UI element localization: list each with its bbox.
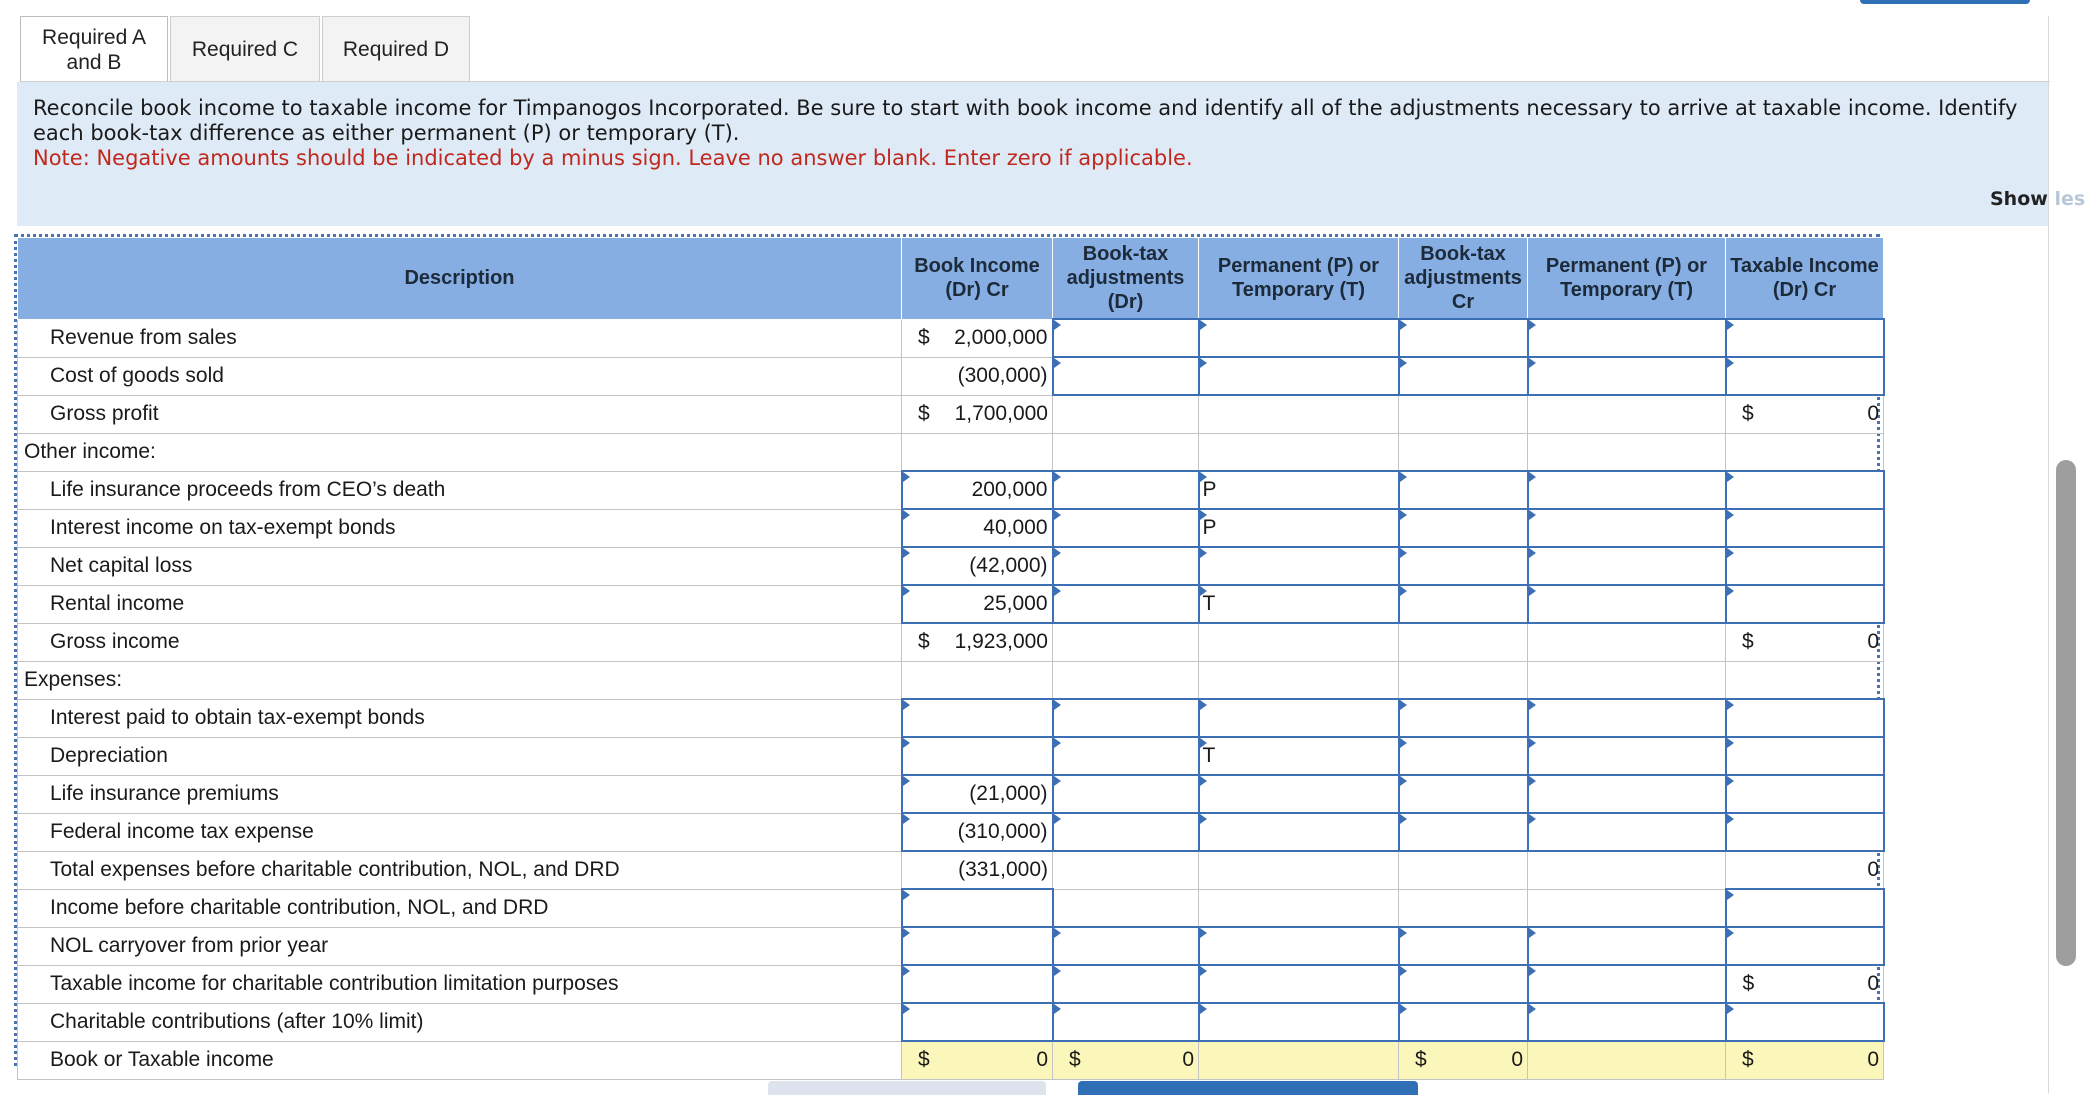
next-button[interactable] — [1078, 1081, 1418, 1095]
empty-cell — [1399, 433, 1528, 471]
adj-dr-input[interactable] — [1053, 813, 1199, 851]
book-income-input[interactable]: (21,000) — [902, 775, 1053, 813]
book-income-input[interactable] — [902, 737, 1053, 775]
table-row — [18, 661, 1884, 699]
adj-dr-cell — [1053, 889, 1199, 927]
instructions-text: Reconcile book income to taxable income for Timpanogos Incorporated. Be sure to start with book income and identify all of the adjustments necessary to arrive at taxable income. Identify each book-tax difference as either permanent (P) or temporary (T). — [33, 96, 2018, 145]
adj-cr-input[interactable] — [1399, 737, 1528, 775]
instructions-panel — [17, 82, 2048, 226]
adj-dr-cell — [1053, 395, 1199, 433]
empty-cell — [902, 661, 1053, 699]
adj-cr-cell — [1399, 623, 1528, 661]
header-taxable-income: Taxable Income (Dr) Cr — [1726, 238, 1884, 320]
adj-cr-input[interactable] — [1399, 775, 1528, 813]
header-book-tax-adjustments-dr: Book-tax adjustments (Dr) — [1053, 238, 1199, 320]
taxable-income-input[interactable] — [1726, 471, 1884, 509]
adj-dr-cell — [1053, 623, 1199, 661]
taxable-income-input[interactable] — [1726, 699, 1884, 737]
adj-cr-input[interactable] — [1399, 319, 1528, 357]
pt1-cell — [1199, 889, 1399, 927]
pt2-select[interactable] — [1528, 737, 1726, 775]
reconciliation-table-container — [14, 234, 1880, 1072]
tab-required-d[interactable] — [322, 16, 470, 82]
header-book-income: Book Income (Dr) Cr — [902, 238, 1053, 320]
tab-label: Required D — [342, 38, 450, 61]
empty-cell — [1199, 433, 1399, 471]
pt2-select[interactable] — [1528, 965, 1726, 1003]
empty-cell — [1399, 661, 1528, 699]
adj-cr-input[interactable] — [1399, 509, 1528, 547]
adj-dr-input[interactable] — [1053, 585, 1199, 623]
adj-cr-input[interactable] — [1399, 471, 1528, 509]
row-label: Federal income tax expense — [18, 813, 902, 851]
pt1-cell — [1199, 395, 1399, 433]
panel-border — [2048, 16, 2049, 1093]
empty-cell — [1053, 433, 1199, 471]
empty-cell — [1528, 661, 1726, 699]
adj-dr-input[interactable] — [1053, 927, 1199, 965]
adj-dr-input[interactable] — [1053, 471, 1199, 509]
adj-dr-input[interactable] — [1053, 1003, 1199, 1041]
table-row — [18, 319, 1884, 357]
taxable-income-input[interactable] — [1726, 357, 1884, 395]
book-income-input[interactable]: (310,000) — [902, 813, 1053, 851]
adj-dr-input[interactable] — [1053, 357, 1199, 395]
book-income-value: (300,000) — [902, 357, 1053, 395]
adj-cr-input[interactable] — [1399, 813, 1528, 851]
tab-label: Required A and B — [42, 25, 146, 74]
reconciliation-table — [17, 237, 1885, 1080]
taxable-income-input[interactable] — [1726, 319, 1884, 357]
pt2-cell — [1528, 851, 1726, 889]
book-income-input[interactable]: 25,000 — [902, 585, 1053, 623]
instructions-note: Note: Negative amounts should be indicated by a minus sign. Leave no answer blank. Enter zero if applicable. — [33, 146, 1193, 170]
book-income-input[interactable]: 200,000 — [902, 471, 1053, 509]
header-book-tax-adjustments-cr: Book-tax adjustments Cr — [1399, 238, 1528, 320]
pt1-select[interactable] — [1199, 699, 1399, 737]
row-label: Income before charitable contribution, NOL, and DRD — [18, 889, 902, 927]
pt1-select[interactable] — [1199, 775, 1399, 813]
row-label: Life insurance proceeds from CEO’s death — [18, 471, 902, 509]
pt2-select[interactable] — [1528, 357, 1726, 395]
table-row — [18, 547, 1884, 585]
empty-cell — [1199, 661, 1399, 699]
book-income-value: $ 1,923,000 — [902, 623, 1053, 661]
prev-button[interactable] — [768, 1081, 1046, 1095]
adj-cr-input[interactable] — [1399, 1003, 1528, 1041]
adj-dr-input[interactable] — [1053, 775, 1199, 813]
adj-cr-input[interactable] — [1399, 699, 1528, 737]
row-label: Gross profit — [18, 395, 902, 433]
taxable-income-value: 0 — [1726, 851, 1884, 889]
table-row — [18, 775, 1884, 813]
pt1-select[interactable] — [1199, 319, 1399, 357]
taxable-income-value: $ 0 — [1726, 965, 1884, 1003]
pt2-select[interactable] — [1528, 319, 1726, 357]
table-row — [18, 433, 1884, 471]
table-row — [18, 357, 1884, 395]
category-label: Other income: — [18, 433, 902, 471]
adj-cr-input[interactable] — [1399, 927, 1528, 965]
table-row — [18, 585, 1884, 623]
book-income-input[interactable] — [902, 927, 1053, 965]
row-label: Depreciation — [18, 737, 902, 775]
taxable-income-input[interactable] — [1726, 509, 1884, 547]
row-label: Gross income — [18, 623, 902, 661]
taxable-income-input[interactable] — [1726, 813, 1884, 851]
pt1-select[interactable]: P — [1199, 471, 1399, 509]
adj-dr-total: $ 0 — [1053, 1041, 1199, 1079]
row-label: Interest income on tax-exempt bonds — [18, 509, 902, 547]
pt2-select[interactable] — [1528, 775, 1726, 813]
table-row — [18, 927, 1884, 965]
header-permanent-temporary-1: Permanent (P) or Temporary (T) — [1199, 238, 1399, 320]
pt1-cell — [1199, 851, 1399, 889]
taxable-income-input[interactable] — [1726, 927, 1884, 965]
adj-cr-cell — [1399, 889, 1528, 927]
top-action-button[interactable] — [1860, 0, 2030, 4]
empty-cell — [1726, 661, 1884, 699]
adj-dr-input[interactable] — [1053, 699, 1199, 737]
pt2-total-cell — [1528, 1041, 1726, 1079]
header-description: Description — [18, 238, 902, 320]
tab-required-a-and-b[interactable] — [20, 16, 168, 82]
row-label: Charitable contributions (after 10% limit) — [18, 1003, 902, 1041]
adj-dr-input[interactable] — [1053, 547, 1199, 585]
pt1-cell — [1199, 623, 1399, 661]
book-income-input[interactable] — [902, 889, 1053, 927]
row-label: Revenue from sales — [18, 319, 902, 357]
row-label: Cost of goods sold — [18, 357, 902, 395]
row-label: Interest paid to obtain tax-exempt bonds — [18, 699, 902, 737]
tab-label: Required C — [191, 38, 299, 61]
show-less-link[interactable]: Show les — [1990, 188, 2085, 210]
table-row — [18, 813, 1884, 851]
pt1-select[interactable] — [1199, 927, 1399, 965]
pt2-select[interactable] — [1528, 927, 1726, 965]
adj-cr-cell — [1399, 395, 1528, 433]
table-header-row — [18, 238, 1884, 320]
row-label: Net capital loss — [18, 547, 902, 585]
empty-cell — [1528, 433, 1726, 471]
adj-dr-cell — [1053, 851, 1199, 889]
pt2-select[interactable] — [1528, 547, 1726, 585]
adj-dr-input[interactable] — [1053, 319, 1199, 357]
book-income-value: $ 2,000,000 — [902, 319, 1053, 357]
taxable-income-value: $ 0 — [1726, 395, 1884, 433]
taxable-income-input[interactable] — [1726, 547, 1884, 585]
taxable-income-input[interactable] — [1726, 737, 1884, 775]
row-label: NOL carryover from prior year — [18, 927, 902, 965]
empty-cell — [902, 433, 1053, 471]
scrollbar-thumb[interactable] — [2056, 460, 2076, 966]
pt2-select[interactable] — [1528, 1003, 1726, 1041]
empty-cell — [1726, 433, 1884, 471]
pt2-select[interactable] — [1528, 699, 1726, 737]
pt1-select[interactable]: P — [1199, 509, 1399, 547]
pt1-select[interactable]: T — [1199, 585, 1399, 623]
book-income-value: (331,000) — [902, 851, 1053, 889]
pt1-select[interactable] — [1199, 547, 1399, 585]
table-row — [18, 851, 1884, 889]
tab-bar — [20, 16, 470, 82]
pt2-select[interactable] — [1528, 813, 1726, 851]
row-label: Total expenses before charitable contribution, NOL, and DRD — [18, 851, 902, 889]
row-label: Rental income — [18, 585, 902, 623]
adj-cr-total: $ 0 — [1399, 1041, 1528, 1079]
taxable-income-input[interactable] — [1726, 775, 1884, 813]
table-row — [18, 623, 1884, 661]
category-label: Expenses: — [18, 661, 902, 699]
pt2-select[interactable] — [1528, 471, 1726, 509]
row-label: Life insurance premiums — [18, 775, 902, 813]
header-permanent-temporary-2: Permanent (P) or Temporary (T) — [1528, 238, 1726, 320]
table-row — [18, 737, 1884, 775]
taxable-income-value: $ 0 — [1726, 623, 1884, 661]
adj-cr-input[interactable] — [1399, 547, 1528, 585]
table-row — [18, 509, 1884, 547]
taxable-income-input[interactable] — [1726, 889, 1884, 927]
adj-cr-input[interactable] — [1399, 357, 1528, 395]
book-income-input[interactable] — [902, 965, 1053, 1003]
row-label: Taxable income for charitable contribution limitation purposes — [18, 965, 902, 1003]
taxable-income-total: $ 0 — [1726, 1041, 1884, 1079]
table-row — [18, 965, 1884, 1003]
pt1-select[interactable] — [1199, 965, 1399, 1003]
pt1-select[interactable] — [1199, 813, 1399, 851]
pt1-total-cell — [1199, 1041, 1399, 1079]
adj-dr-input[interactable] — [1053, 737, 1199, 775]
tab-required-c[interactable] — [170, 16, 320, 82]
adj-cr-input[interactable] — [1399, 965, 1528, 1003]
table-row-total — [18, 1041, 1884, 1079]
book-income-input[interactable] — [902, 1003, 1053, 1041]
table-row — [18, 1003, 1884, 1041]
adj-dr-input[interactable] — [1053, 965, 1199, 1003]
taxable-income-input[interactable] — [1726, 1003, 1884, 1041]
pt2-cell — [1528, 395, 1726, 433]
book-income-input[interactable] — [902, 699, 1053, 737]
pt2-select[interactable] — [1528, 585, 1726, 623]
pt2-cell — [1528, 889, 1726, 927]
pt2-select[interactable] — [1528, 509, 1726, 547]
taxable-income-input[interactable] — [1726, 585, 1884, 623]
table-row — [18, 889, 1884, 927]
pt1-select[interactable] — [1199, 357, 1399, 395]
row-label: Book or Taxable income — [18, 1041, 902, 1079]
table-row — [18, 395, 1884, 433]
adj-dr-input[interactable] — [1053, 509, 1199, 547]
table-row — [18, 471, 1884, 509]
adj-cr-input[interactable] — [1399, 585, 1528, 623]
table-row — [18, 699, 1884, 737]
pt2-cell — [1528, 623, 1726, 661]
book-income-input[interactable]: (42,000) — [902, 547, 1053, 585]
pt1-select[interactable] — [1199, 1003, 1399, 1041]
book-income-total: $ 0 — [902, 1041, 1053, 1079]
adj-cr-cell — [1399, 851, 1528, 889]
book-income-value: $ 1,700,000 — [902, 395, 1053, 433]
pt1-select[interactable]: T — [1199, 737, 1399, 775]
empty-cell — [1053, 661, 1199, 699]
book-income-input[interactable]: 40,000 — [902, 509, 1053, 547]
